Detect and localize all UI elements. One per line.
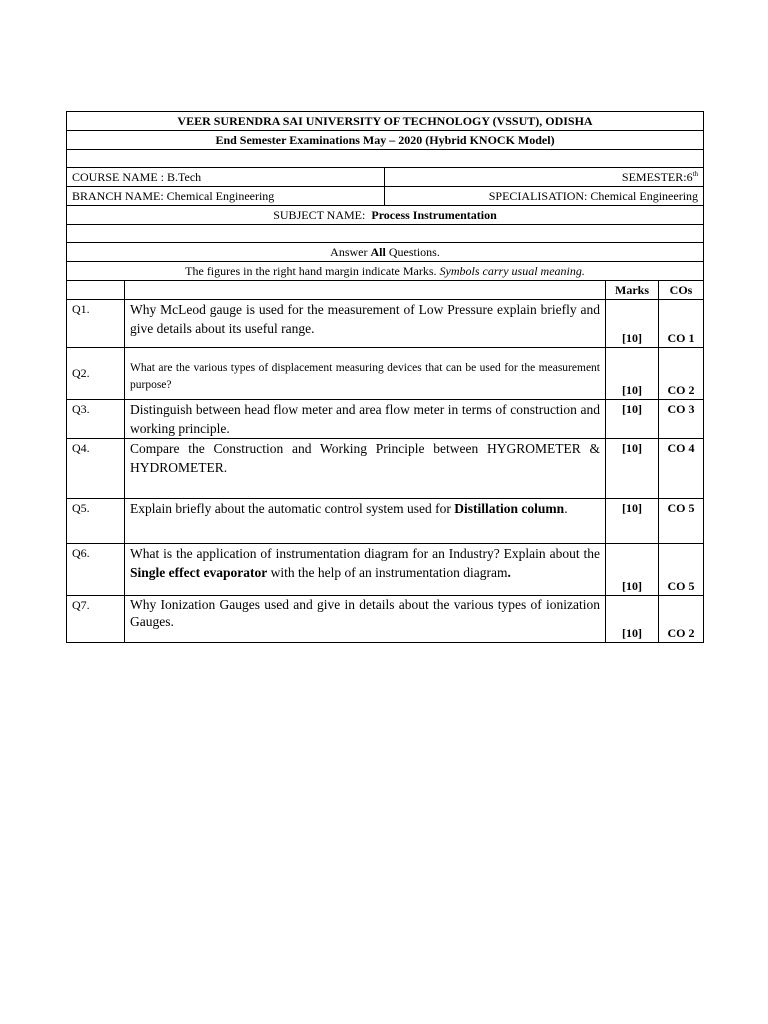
question-co: CO 3 <box>659 400 704 439</box>
question-text-prefix: Explain briefly about the automatic control system used for <box>130 501 455 516</box>
subject-prefix: SUBJECT NAME: <box>273 208 372 222</box>
marks-header: Marks <box>606 281 659 300</box>
subject-name <box>67 206 704 225</box>
question-row <box>67 499 704 544</box>
question-marks: [10] <box>606 300 659 348</box>
question-co: CO 4 <box>659 439 704 499</box>
blank-row <box>67 150 704 168</box>
exam-title: End Semester Examinations May – 2020 (Hybrid KNOCK Model) <box>67 131 704 150</box>
question-row <box>67 439 704 499</box>
question-co: CO 5 <box>659 544 704 596</box>
question-row <box>67 400 704 439</box>
branch-name: BRANCH NAME: Chemical Engineering <box>67 187 385 206</box>
course-name: COURSE NAME : B.Tech <box>67 168 385 187</box>
specialisation: SPECIALISATION: Chemical Engineering <box>385 187 704 206</box>
question-co: CO 2 <box>659 596 704 643</box>
question-text-bold: Distillation column <box>454 501 565 516</box>
question-row <box>67 300 704 348</box>
cos-header: COs <box>659 281 704 300</box>
question-number: Q3. <box>67 400 125 439</box>
question-number: Q1. <box>67 300 125 348</box>
question-text: Why McLeod gauge is used for the measurement of Low Pressure explain briefly and give details about its useful range. <box>125 300 606 348</box>
question-row <box>67 348 704 400</box>
question-text: Compare the Construction and Working Principle between HYGROMETER & HYDROMETER. <box>125 439 606 499</box>
answer-all: All <box>370 245 386 259</box>
question-text-bold-end: . <box>507 565 511 580</box>
question-marks: [10] <box>606 596 659 643</box>
question-marks: [10] <box>606 439 659 499</box>
question-number: Q2. <box>67 348 125 400</box>
question-marks: [10] <box>606 544 659 596</box>
answer-instruction <box>67 243 704 262</box>
question-text-suffix: with the help of an instrumentation diagram <box>267 565 508 580</box>
semester <box>385 168 704 187</box>
exam-paper-table <box>66 111 704 643</box>
question-marks: [10] <box>606 348 659 400</box>
answer-suffix: Questions. <box>385 245 440 259</box>
figures-text: The figures in the right hand margin indicate Marks. <box>185 264 440 278</box>
question-text: Why Ionization Gauges used and give in details about the various types of ionization Gauges. <box>125 596 606 643</box>
question-number: Q5. <box>67 499 125 544</box>
semester-label: SEMESTER:6 <box>621 170 693 184</box>
question-row <box>67 544 704 596</box>
question-co: CO 1 <box>659 300 704 348</box>
figures-italic: Symbols carry usual meaning. <box>439 264 585 278</box>
question-text: Distinguish between head flow meter and area flow meter in terms of construction and working principle. <box>125 400 606 439</box>
university-title: VEER SURENDRA SAI UNIVERSITY OF TECHNOLOGY (VSSUT), ODISHA <box>67 112 704 131</box>
question-marks: [10] <box>606 499 659 544</box>
figures-instruction <box>67 262 704 281</box>
question-row <box>67 596 704 643</box>
semester-superscript: th <box>692 170 699 178</box>
question-number: Q6. <box>67 544 125 596</box>
question-text <box>125 544 606 596</box>
question-text <box>125 499 606 544</box>
blank-row <box>67 225 704 243</box>
question-number: Q4. <box>67 439 125 499</box>
question-marks: [10] <box>606 400 659 439</box>
question-co: CO 2 <box>659 348 704 400</box>
subject-value: Process Instrumentation <box>371 208 497 222</box>
question-text-bold: Single effect evaporator <box>130 565 268 580</box>
question-text-suffix: . <box>564 501 568 516</box>
question-number: Q7. <box>67 596 125 643</box>
header-blank-no <box>67 281 125 300</box>
question-text: What are the various types of displacement measuring devices that can be used for the measurement purpose? <box>125 348 606 400</box>
question-text-prefix: What is the application of instrumentation diagram for an Industry? Explain about the <box>130 546 600 561</box>
question-co: CO 5 <box>659 499 704 544</box>
answer-prefix: Answer <box>330 245 371 259</box>
header-blank-question <box>125 281 606 300</box>
